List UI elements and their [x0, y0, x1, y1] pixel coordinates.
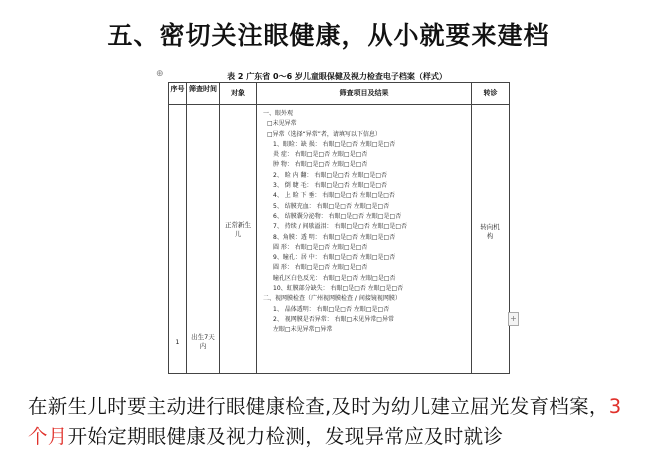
- row-time: 出生7天内: [191, 333, 215, 350]
- list-item: 10、虹膜部分缺失： 右眼□是□否 左眼□是□否: [273, 285, 404, 293]
- list-item: 1、 晶体透明： 右眼□是□否 左眼□是□否: [273, 305, 390, 313]
- caption-part: 开始定期眼健康及视力检测，发现异常应及时就诊: [67, 425, 504, 448]
- caption-text: [28, 392, 638, 452]
- list-item: 左眼□未见异常□异常: [273, 326, 333, 334]
- slide-title: 五、密切关注眼健康，从小就要来建档: [107, 21, 550, 50]
- list-item: 一、眼外观: [263, 110, 294, 117]
- list-item: 9、瞳孔：居 中： 右眼□是□否 左眼□是□否: [273, 254, 396, 262]
- screening-items: [263, 109, 471, 336]
- header-referral: 转诊: [483, 89, 498, 97]
- document-image: [156, 66, 517, 376]
- header-target: 对象: [231, 89, 245, 97]
- resize-handle-icon[interactable]: +: [508, 312, 519, 326]
- header-items: 筛查项目及结果: [339, 89, 389, 97]
- list-item: 肿 物： 右眼□是□否 左眼□是□否: [273, 161, 368, 169]
- list-item: 7、 持续 / 间歇溢泪： 右眼□是□否 左眼□是□否: [273, 223, 408, 231]
- move-handle-icon[interactable]: ⊕: [156, 69, 164, 79]
- header-seq: 序号: [170, 85, 185, 93]
- list-item: 二、视网膜检查（广州视网膜检查 / 间接镜视网膜）: [263, 295, 401, 303]
- list-item: 8、角膜：透 明： 右眼□是□否 左眼□是□否: [273, 233, 396, 241]
- list-item: 圆 形： 右眼□是□否 左眼□是□否: [273, 264, 368, 272]
- list-item: □异常（选择“异常”者，请填写以下信息）: [267, 130, 381, 138]
- caption-part: 在新生儿时要主动进行眼健康检查,及时为幼儿建立屈光发育档案，: [28, 395, 609, 418]
- list-item: 5、 结膜充血： 右眼□是□否 左眼□是□否: [273, 202, 390, 210]
- caption-highlight: 3个月: [28, 395, 622, 448]
- list-item: 6、 结膜囊分泌物： 右眼□是□否 左眼□是□否: [273, 212, 402, 220]
- row-target: 正常新生儿: [225, 221, 251, 238]
- row-referral: 转向机构: [480, 223, 500, 240]
- list-item: 4、 上 睑 下 垂： 右眼□是□否 左眼□是□否: [273, 192, 395, 200]
- list-item: 2、 睑 内 翻： 右眼□是□否 左眼□是□否: [273, 171, 388, 179]
- row-seq: 1: [175, 338, 180, 346]
- list-item: □未见异常: [267, 120, 297, 128]
- list-item: 1、眼睑：缺 损： 右眼□是□否 左眼□是□否: [273, 140, 396, 148]
- list-item: 圆 形： 右眼□是□否 左眼□是□否: [273, 243, 368, 251]
- list-item: 3、 倒 睫 毛： 右眼□是□否 左眼□是□否: [273, 182, 388, 190]
- table-title: 表 2 广东省 0～6 岁儿童眼保健及视力检查电子档案（样式）: [227, 72, 447, 81]
- header-time: 筛查时间: [189, 85, 217, 93]
- record-table: [168, 82, 510, 374]
- list-item: 瞳孔区白色反光： 右眼□是□否 左眼□是□否: [273, 274, 396, 282]
- list-item: 炎 症： 右眼□是□否 左眼□是□否: [273, 151, 368, 159]
- list-item: 2、 视网膜是否异常： 右眼□未见异常□异常: [273, 315, 394, 323]
